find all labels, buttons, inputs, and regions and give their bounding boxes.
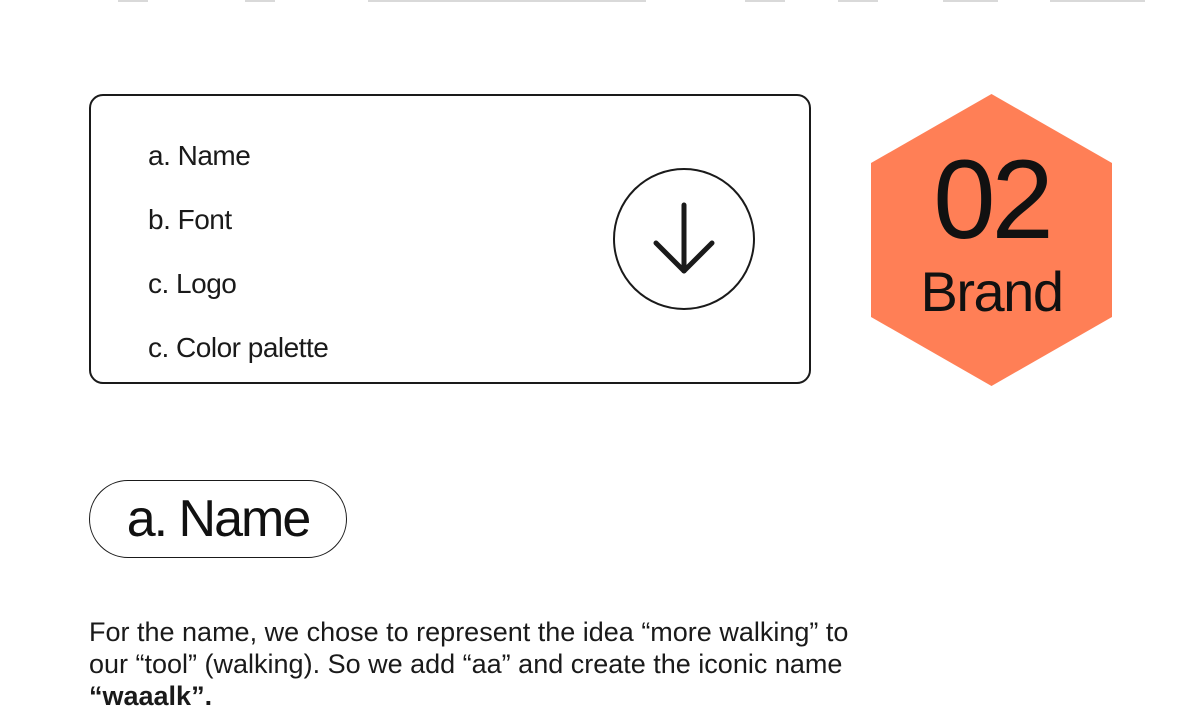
section-badge xyxy=(871,94,1112,386)
arrow-down-icon xyxy=(644,199,724,279)
toc-item-color-palette[interactable]: c. Color palette xyxy=(148,332,329,363)
body-paragraph xyxy=(89,616,1149,712)
top-divider-marks xyxy=(0,0,1200,3)
toc-list xyxy=(148,124,328,380)
section-number: 02 xyxy=(933,137,1050,262)
toc-item-name[interactable]: a. Name xyxy=(148,140,251,171)
scroll-down-button[interactable] xyxy=(613,168,755,310)
paragraph-line-2: our “tool” (walking). So we add “aa” and create the iconic name xyxy=(89,649,843,679)
subsection-title-pill xyxy=(89,480,347,558)
subsection-title: a. Name xyxy=(126,490,310,548)
toc-item-logo[interactable]: c. Logo xyxy=(148,268,237,299)
table-of-contents-card xyxy=(89,94,811,384)
paragraph-line-1: For the name, we chose to represent the idea “more walking” to xyxy=(89,617,849,647)
section-label: Brand xyxy=(920,260,1063,323)
toc-item-font[interactable]: b. Font xyxy=(148,204,232,235)
highlight-name: “waaalk”. xyxy=(89,681,213,711)
